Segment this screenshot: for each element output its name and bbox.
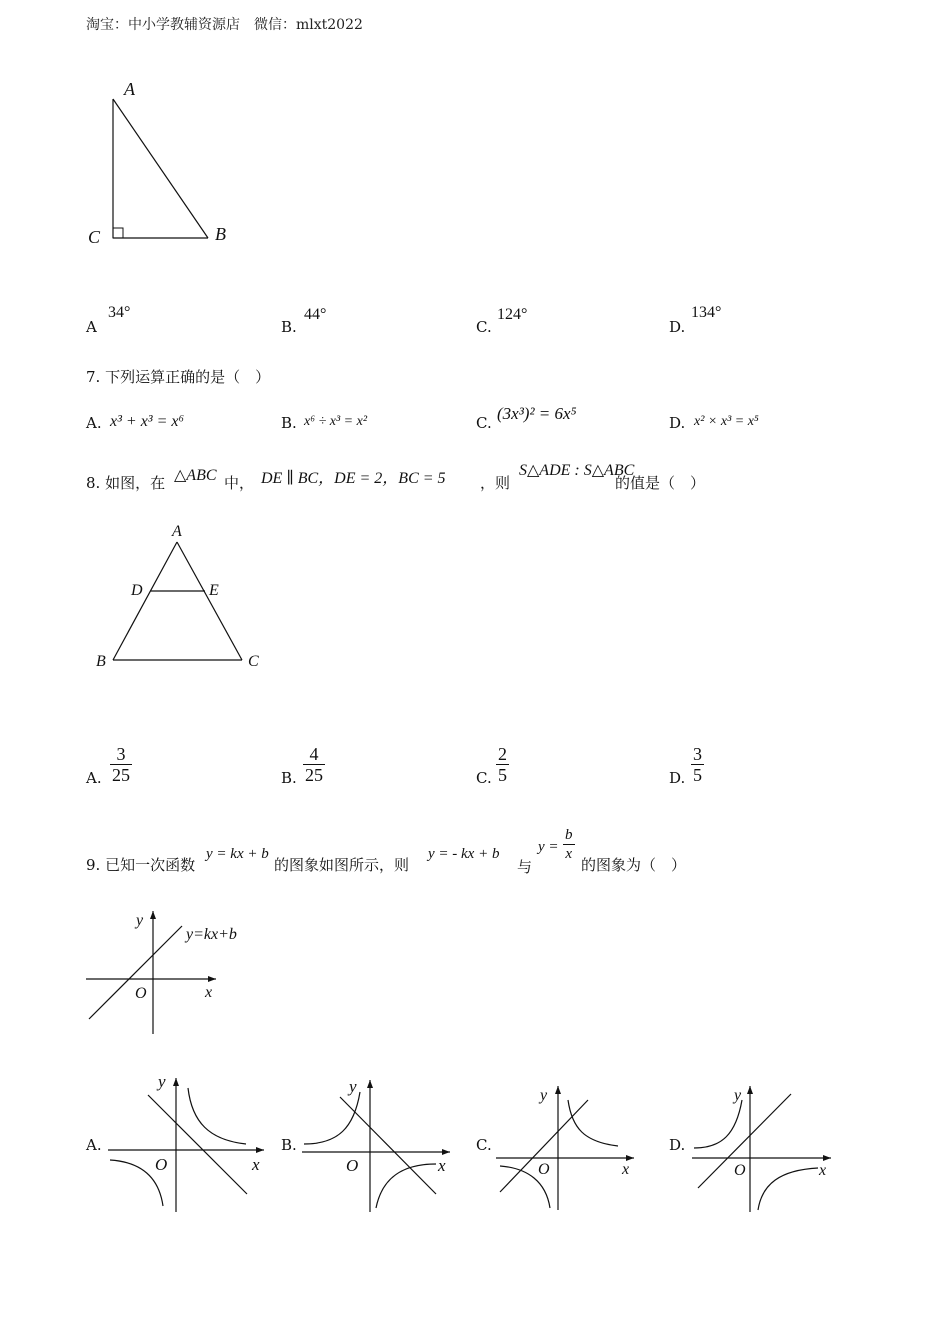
- q8-ratio: S△ADE : S△ABC: [519, 462, 635, 479]
- denominator: 5: [498, 765, 507, 785]
- q8-stem-mid2: ，则: [480, 474, 511, 492]
- q9-option-c-graph[interactable]: [492, 1080, 642, 1215]
- increasing-line: [500, 1100, 588, 1192]
- q6-option-a-letter[interactable]: A: [86, 318, 97, 336]
- x-axis-label: x: [205, 984, 213, 1001]
- q9-reference-graph: [80, 905, 280, 1040]
- x-axis-label: x: [819, 1162, 827, 1179]
- hyperbola-branch-q2: [694, 1100, 742, 1148]
- point-label-d: D: [131, 582, 143, 599]
- page-header: 淘宝：中小学教辅资源店 微信：mlxt2022: [86, 17, 363, 33]
- x-axis-arrow-icon: [256, 1147, 264, 1153]
- vertex-label-b: B: [215, 224, 226, 244]
- q9-inverse-fraction: [563, 826, 575, 863]
- vertex-label-b: B: [96, 653, 106, 670]
- q7-option-a-letter[interactable]: A.: [86, 414, 102, 432]
- origin-label: O: [734, 1162, 746, 1179]
- x-axis-label: x: [438, 1156, 446, 1175]
- q7-option-d-expr: x² × x³ = x⁵: [694, 414, 759, 429]
- hyperbola-branch-q4: [376, 1164, 436, 1208]
- q9-linear-function: y = kx + b: [206, 846, 269, 862]
- point-label-e: E: [209, 582, 219, 599]
- y-axis-arrow-icon: [367, 1080, 373, 1088]
- q8-option-d-letter[interactable]: D.: [669, 769, 686, 787]
- x-axis-label: x: [252, 1155, 260, 1174]
- q9-stem-suffix: 的图象为（ ）: [581, 856, 687, 874]
- q9-option-a-letter[interactable]: A.: [86, 1136, 102, 1154]
- q7-option-c-letter[interactable]: C.: [476, 414, 492, 432]
- q8-stem-mid1: 中，: [224, 474, 255, 492]
- origin-label: O: [538, 1161, 550, 1178]
- x-axis-label: x: [622, 1161, 630, 1178]
- q7-option-c-expr: (3x³)² = 6x⁵: [497, 404, 577, 423]
- x-axis-arrow-icon: [823, 1155, 831, 1161]
- y-axis-label: y: [158, 1072, 166, 1091]
- q6-option-d-value: 134°: [691, 304, 722, 321]
- hyperbola-branch-q4: [758, 1168, 818, 1210]
- q8-stem-prefix: 8. 如图，在: [86, 474, 166, 492]
- line-label: y=kx+b: [186, 926, 237, 943]
- q8-option-b-letter[interactable]: B.: [281, 769, 297, 787]
- q9-stem-mid1: 的图象如图所示，则: [274, 856, 410, 874]
- q9-option-d-graph[interactable]: [688, 1078, 838, 1215]
- q9-inverse-lhs: y =: [538, 839, 559, 855]
- vertex-label-a: A: [124, 79, 135, 99]
- q9-option-b-graph[interactable]: [298, 1070, 468, 1215]
- q9-option-d-letter[interactable]: D.: [669, 1136, 686, 1154]
- hyperbola-branch-q1: [568, 1100, 618, 1146]
- denominator: 5: [693, 765, 702, 785]
- q8-triangle: △ABC: [174, 467, 217, 484]
- y-axis-arrow-icon: [747, 1086, 753, 1094]
- q7-option-b-expr: x⁶ ÷ x³ = x²: [304, 414, 368, 429]
- numerator: b: [565, 827, 573, 843]
- x-axis-arrow-icon: [442, 1149, 450, 1155]
- q7-stem: 7. 下列运算正确的是（ ）: [86, 368, 271, 386]
- hyperbola-branch-q2: [304, 1092, 360, 1144]
- side-ac: [177, 542, 242, 660]
- q9-stem-mid2: 与: [517, 858, 533, 876]
- vertex-label-c: C: [248, 653, 259, 670]
- triangle-de-figure: [88, 518, 278, 678]
- y-axis-label: y: [540, 1087, 548, 1104]
- line-kx-plus-b: [89, 926, 182, 1019]
- y-axis-arrow-icon: [173, 1078, 179, 1086]
- q9-stem-prefix: 9. 已知一次函数: [86, 856, 196, 874]
- y-axis-label: y: [349, 1077, 357, 1096]
- numerator: 4: [303, 744, 325, 765]
- side-ab: [113, 542, 177, 660]
- q8-option-b-fraction: [303, 744, 325, 785]
- q6-option-c-value: 124°: [497, 306, 528, 323]
- q7-option-a-expr: x³ + x³ = x⁶: [110, 413, 185, 430]
- q9-option-b-letter[interactable]: B.: [281, 1136, 297, 1154]
- y-axis-arrow-icon: [555, 1086, 561, 1094]
- q7-option-b-letter[interactable]: B.: [281, 414, 297, 432]
- numerator: 2: [498, 744, 507, 764]
- q8-option-a-letter[interactable]: A.: [86, 769, 102, 787]
- y-axis-label: y: [136, 912, 144, 929]
- side-ab: [113, 99, 208, 238]
- q7-option-d-letter[interactable]: D.: [669, 414, 686, 432]
- q8-stem-suffix: 的值是（ ）: [615, 474, 706, 492]
- q8-option-a-fraction: [110, 744, 132, 785]
- right-triangle-figure: [80, 75, 250, 255]
- origin-label: O: [346, 1156, 359, 1175]
- denominator: x: [565, 846, 573, 862]
- right-angle-mark: [113, 228, 123, 238]
- q9-negative-linear-function: y = - kx + b: [428, 846, 500, 862]
- q8-condition: DE ∥ BC，DE = 2，BC = 5: [261, 470, 446, 487]
- q8-option-c-fraction: [496, 744, 509, 785]
- q8-option-d-fraction: [691, 744, 704, 785]
- hyperbola-branch-q1: [188, 1088, 246, 1144]
- q6-option-b-value: 44°: [304, 306, 327, 323]
- vertex-label-c: C: [88, 227, 101, 247]
- origin-label: O: [155, 1155, 168, 1174]
- y-axis-arrow-icon: [150, 911, 156, 919]
- x-axis-arrow-icon: [208, 976, 216, 982]
- origin-label: O: [135, 985, 147, 1002]
- y-axis-label: y: [734, 1087, 742, 1104]
- denominator: 25: [305, 765, 323, 785]
- q9-option-c-letter[interactable]: C.: [476, 1136, 492, 1154]
- numerator: 3: [110, 744, 132, 765]
- q6-option-c-letter[interactable]: C.: [476, 318, 492, 336]
- denominator: 25: [112, 765, 130, 785]
- decreasing-line: [148, 1095, 247, 1194]
- q8-option-c-letter[interactable]: C.: [476, 769, 492, 787]
- q6-option-d-letter[interactable]: D.: [669, 318, 686, 336]
- numerator: 3: [693, 744, 702, 764]
- q6-option-a-value: 34°: [108, 304, 131, 321]
- q9-option-a-graph[interactable]: [104, 1070, 274, 1215]
- q6-option-b-letter[interactable]: B.: [281, 318, 297, 336]
- vertex-label-a: A: [172, 523, 182, 540]
